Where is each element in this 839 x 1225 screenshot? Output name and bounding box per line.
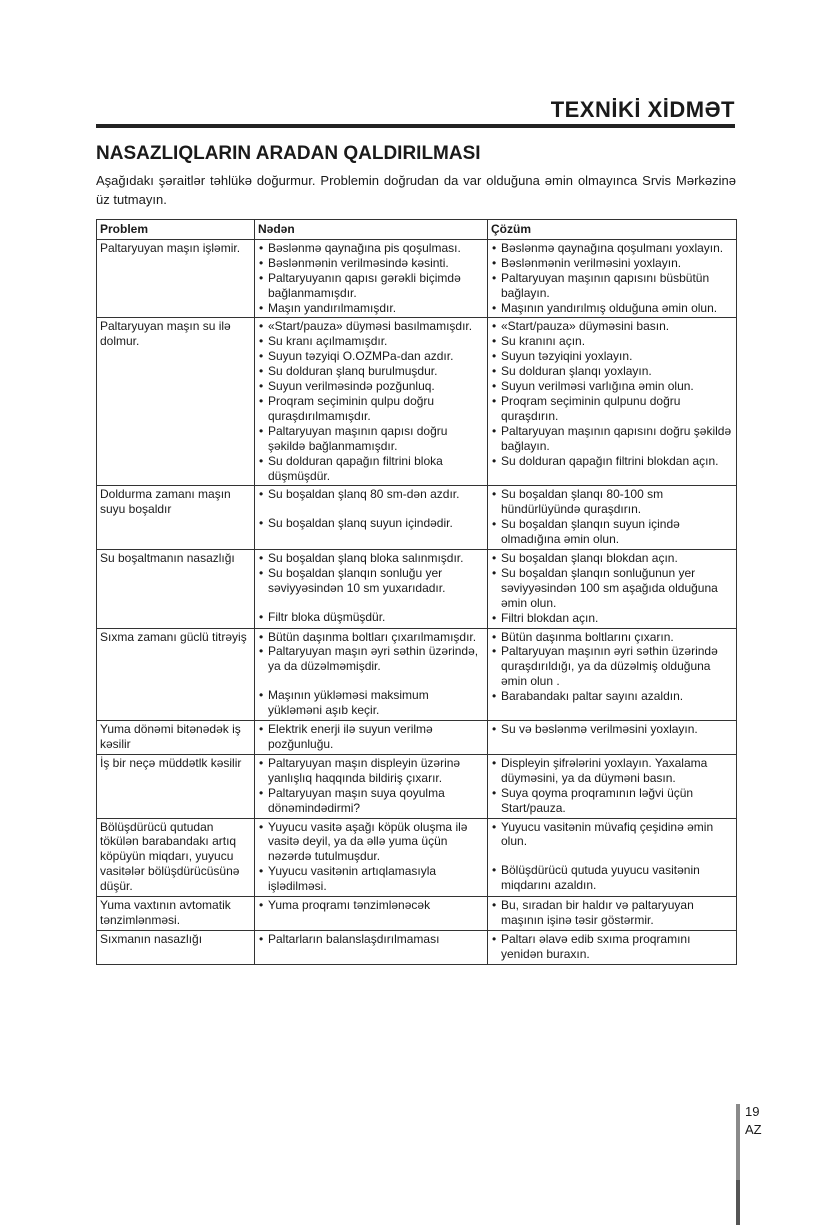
section-title: NASAZLIQLARIN ARADAN QALDIRILMASI: [96, 143, 481, 164]
cause-item: • Su boşaldan şlanq 80 sm-dən azdır.: [258, 487, 484, 502]
cause-item: • Elektrik enerji ilə suyun verilmə pozğunluğu.: [258, 722, 484, 752]
cause-item: • Su boşaldan şlanq bloka salınmışdır.: [258, 551, 484, 566]
solution-cell-list: [491, 820, 733, 894]
solution-item: • «Start/pauza» düyməsini basın.: [491, 319, 733, 334]
table-row: [97, 930, 737, 964]
solution-item: • Suyun təzyiqini yoxlayın.: [491, 349, 733, 364]
cause-cell-list: [258, 722, 484, 752]
cause-item: • Su dolduran şlanq burulmuşdur.: [258, 364, 484, 379]
problem-cell: İş bir neçə müddətlk kəsilir: [97, 754, 255, 818]
cause-item: • Yuyucu vasitə aşağı köpük oluşma ilə vasitə deyil, ya da əllə yuma üçün nəzərdə tutulmuşdur.: [258, 820, 484, 865]
cause-item: • Yuyucu vasitənin artıqlamasıyla işlədilməsi.: [258, 864, 484, 894]
page-language: AZ: [745, 1122, 762, 1137]
cause-item: • Paltaryuyan maşın displeyin üzərinə yanlışlıq haqqında bildiriş çıxarır.: [258, 756, 484, 786]
solution-item: • Su dolduran şlanqı yoxlayın.: [491, 364, 733, 379]
solution-item: • Paltaryuyan maşının qapısını doğru şəkildə bağlayın.: [491, 424, 733, 454]
solution-item: • Bəslənmə qaynağına qoşulmanı yoxlayın.: [491, 241, 733, 256]
solution-cell: [488, 754, 737, 818]
cause-cell: [255, 550, 488, 629]
cause-item: • «Start/pauza» düyməsi basılmamışdır.: [258, 319, 484, 334]
cause-item: • Paltaryuyanın qapısı gərəkli biçimdə bağlanmamışdır.: [258, 271, 484, 301]
problem-cell: Yuma vaxtının avtomatik tənzimlənməsi.: [97, 897, 255, 931]
cause-cell: [255, 754, 488, 818]
cause-cell-list: [258, 932, 484, 947]
solution-item: • Su və bəslənmə verilməsini yoxlayın.: [491, 722, 733, 737]
solution-item: • Paltaryuyan maşının qapısını büsbütün bağlayın.: [491, 271, 733, 301]
solution-item: • Su dolduran qapağın filtrini blokdan açın.: [491, 454, 733, 469]
solution-item: • Filtri blokdan açın.: [491, 611, 733, 626]
solution-cell-list: [491, 932, 733, 962]
solution-item: • Bu, sıradan bir haldır və paltaryuyan maşının işinə təsir göstərmir.: [491, 898, 733, 928]
solution-item: • Barabandakı paltar sayını azaldın.: [491, 689, 733, 704]
problem-cell: Yuma dönəmi bitənədək iş kəsilir: [97, 721, 255, 755]
table-row: [97, 754, 737, 818]
solution-item: • Su boşaldan şlanqın suyun içində olmadığına əmin olun.: [491, 517, 733, 547]
solution-cell-list: [491, 756, 733, 816]
solution-cell-list: [491, 551, 733, 626]
solution-cell: [488, 486, 737, 550]
cause-item: • Bəslənmənin verilməsində kəsinti.: [258, 256, 484, 271]
cause-item: • Proqram seçiminin qulpu doğru quraşdırılmamışdır.: [258, 394, 484, 424]
problem-cell: Sıxma zamanı güclü titrəyiş: [97, 628, 255, 721]
header-divider: [96, 124, 735, 128]
cause-cell-list: [258, 241, 484, 316]
cause-cell-list: [258, 756, 484, 816]
cause-item: • Suyun təzyiqi O.OZMPa-dan azdır.: [258, 349, 484, 364]
solution-cell: [488, 721, 737, 755]
cause-cell-list: [258, 487, 484, 531]
cause-item: • Maşının yükləməsi maksimum yükləməni aşıb keçir.: [258, 688, 484, 718]
solution-item: • Yuyucu vasitənin müvafiq çeşidinə əmin olun.: [491, 820, 733, 850]
solution-cell-list: [491, 898, 733, 928]
solution-item: • Paltaryuyan maşının əyri səthin üzərində quraşdırıldığı, ya da düzəlmiş olduğuna əmin olun .: [491, 644, 733, 689]
intro-paragraph: Aşağıdakı şəraitlər təhlükə doğurmur. Problemin doğrudan da var olduğuna əmin olmayınca Srvis Mərkəzinə üz tutmayın.: [96, 173, 736, 207]
cause-item: • Paltarların balanslaşdırılmaması: [258, 932, 484, 947]
solution-cell: [488, 930, 737, 964]
table-row: [97, 897, 737, 931]
problem-cell: Paltaryuyan maşın su ilə dolmur.: [97, 318, 255, 486]
solution-item: • Paltarı əlavə edib sxıma proqramını yenidən buraxın.: [491, 932, 733, 962]
troubleshooting-table: [96, 219, 737, 965]
cause-cell-list: [258, 898, 484, 913]
cause-item: • Su boşaldan şlanq suyun içindədir.: [258, 516, 484, 531]
cause-item: • Filtr bloka düşmüşdür.: [258, 610, 484, 625]
cause-item: • Paltaryuyan maşın əyri səthin üzərində, ya da düzəlməmişdir.: [258, 644, 484, 674]
table-row: [97, 239, 737, 318]
cause-cell: [255, 318, 488, 486]
solution-cell: [488, 818, 737, 897]
cause-item: • Bəslənmə qaynağına pis qoşulması.: [258, 241, 484, 256]
table-row: [97, 486, 737, 550]
solution-item: • Su kranını açın.: [491, 334, 733, 349]
problem-cell: Bölüşdürücü qutudan tökülən barabandakı artıq köpüyün miqdarı, yuyucu vasitələr bölüşdürücüsünə düşür.: [97, 818, 255, 897]
cause-cell: [255, 486, 488, 550]
page-number: 19: [745, 1104, 760, 1119]
solution-cell: [488, 897, 737, 931]
solution-item: • Proqram seçiminin qulpunu doğru quraşdırın.: [491, 394, 733, 424]
solution-item: • Su boşaldan şlanqı 80-100 sm hündürlüyündə quraşdırın.: [491, 487, 733, 517]
page-side-bar-tab: [736, 1180, 740, 1225]
solution-item: • Suya qoyma proqramının ləğvi üçün Start/pauza.: [491, 786, 733, 816]
cause-item: • Su dolduran qapağın filtrini bloka düşmüşdür.: [258, 454, 484, 484]
solution-item: • Su boşaldan şlanqın sonluğunun yer səviyyəsindən 100 sm aşağıda olduğuna əmin olun.: [491, 566, 733, 611]
cause-cell: [255, 239, 488, 318]
cause-item: • Yuma proqramı tənzimlənəcək: [258, 898, 484, 913]
solution-item: • Bəslənmənin verilməsini yoxlayın.: [491, 256, 733, 271]
problem-cell: Doldurma zamanı maşın suyu boşaldır: [97, 486, 255, 550]
problem-cell: Paltaryuyan maşın işləmir.: [97, 239, 255, 318]
table-row: [97, 550, 737, 629]
problem-cell: Sıxmanın nasazlığı: [97, 930, 255, 964]
solution-cell-list: [491, 319, 733, 468]
solution-cell: [488, 239, 737, 318]
cause-item: • Paltaryuyan maşının qapısı doğru şəkildə bağlanmamışdır.: [258, 424, 484, 454]
solution-cell-list: [491, 630, 733, 705]
cause-item: • Suyun verilməsində pozğunluq.: [258, 379, 484, 394]
solution-item: • Bütün daşınma boltlarını çıxarın.: [491, 630, 733, 645]
table-row: [97, 818, 737, 897]
cause-cell: [255, 897, 488, 931]
solution-item: • Suyun verilməsi varlığına əmin olun.: [491, 379, 733, 394]
solution-cell: [488, 318, 737, 486]
cause-cell-list: [258, 319, 484, 483]
cause-cell-list: [258, 820, 484, 895]
cause-cell: [255, 930, 488, 964]
solution-item: • Maşının yandırılmış olduğuna əmin olun.: [491, 301, 733, 316]
cause-item: • Su kranı açılmamışdır.: [258, 334, 484, 349]
header-cause: Nədən: [255, 220, 488, 240]
cause-cell: [255, 818, 488, 897]
cause-cell: [255, 628, 488, 721]
cause-item: • Bütün daşınma boltları çıxarılmamışdır.: [258, 630, 484, 645]
solution-cell: [488, 550, 737, 629]
solution-cell-list: [491, 241, 733, 316]
solution-item: • Bölüşdürücü qutuda yuyucu vasitənin miqdarını azaldın.: [491, 863, 733, 893]
solution-cell-list: [491, 722, 733, 737]
cause-cell: [255, 721, 488, 755]
page-header-title: TEXNİKİ XİDMƏT: [550, 97, 735, 122]
solution-cell-list: [491, 487, 733, 547]
problem-cell: Su boşaltmanın nasazlığı: [97, 550, 255, 629]
solution-item: • Su boşaldan şlanqı blokdan açın.: [491, 551, 733, 566]
cause-item: • Maşın yandırılmamışdır.: [258, 301, 484, 316]
table-row: [97, 721, 737, 755]
solution-cell: [488, 628, 737, 721]
cause-cell-list: [258, 630, 484, 719]
table-row: [97, 318, 737, 486]
cause-cell-list: [258, 551, 484, 625]
header-problem: Problem: [97, 220, 255, 240]
header-solution: Çözüm: [488, 220, 737, 240]
solution-item: • Displeyin şifrələrini yoxlayın. Yaxalama düyməsini, ya da düyməni basın.: [491, 756, 733, 786]
table-header-row: [97, 220, 737, 240]
table-row: [97, 628, 737, 721]
cause-item: • Paltaryuyan maşın suya qoyulma dönəmindədirmi?: [258, 786, 484, 816]
cause-item: • Su boşaldan şlanqın sonluğu yer səviyyəsindən 10 sm yuxarıdadır.: [258, 566, 484, 596]
